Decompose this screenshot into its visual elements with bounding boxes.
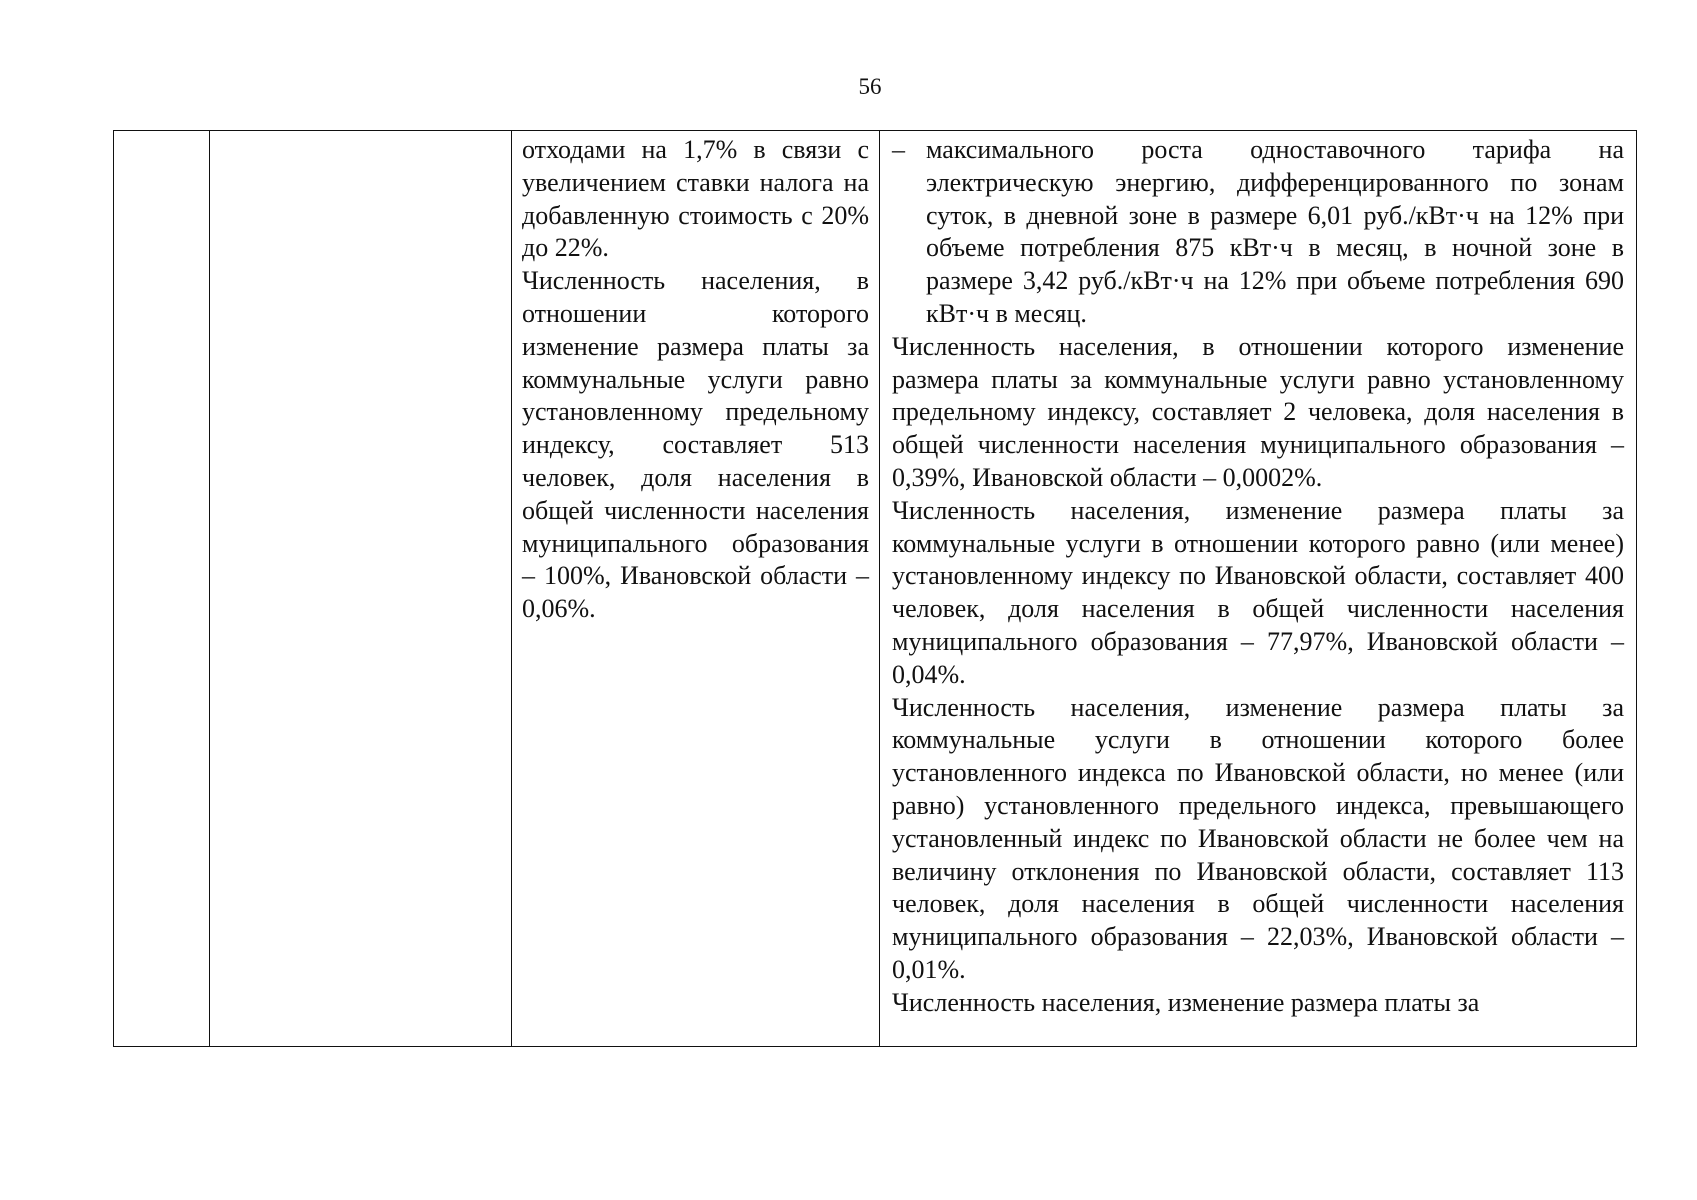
document-table [113, 130, 1637, 1047]
table-cell-empty-2 [210, 131, 512, 1047]
cell-paragraph: Численность населения, в отношении которого изменение размера платы за коммунальные услуги равно установленному предельному индексу, составляет 513 человек, доля населения в общей численности населения муниципального образования – 100%, Ивановской области – 0,06%. [522, 266, 869, 624]
table-cell-empty-1 [114, 131, 210, 1047]
cell-paragraph: Численность населения, изменение размера платы за коммунальные услуги в отношении которого более установленного индекса по Ивановской области, но менее (или равно) установленного предельного индекса, превышающего установленный индекс по Ивановской области не более чем на величину отклонения по Ивановской области, составляет 113 человек, доля населения в общей численности населения муниципального образования – 22,03%, Ивановской области – 0,01%. [892, 692, 1624, 984]
page-number: 56 [858, 74, 882, 99]
cell-paragraph: Численность населения, в отношении которого изменение размера платы за коммунальные услуги равно установленному предельному индексу, составляет 2 человека, доля населения в общей численности населения муниципального образования – 0,39%, Ивановской области – 0,0002%. [892, 331, 1624, 492]
dash-marker: – [892, 135, 905, 164]
cell-paragraph: Численность населения, изменение размера платы за коммунальные услуги в отношении которого равно (или менее) установленному индексу по Ивановской области, составляет 400 человек, доля населения в общей численности населения муниципального образования – 77,97%, Ивановской области – 0,04%. [892, 495, 1624, 689]
cell-paragraph: Численность населения, изменение размера платы за [892, 987, 1480, 1017]
cell-paragraph: отходами на 1,7% в связи с увеличением ставки налога на добавленную стоимость с 20% до 22%. [522, 135, 869, 263]
dash-list-item [892, 134, 1624, 331]
dash-item-text: максимального роста одноставочного тарифа на электрическую энергию, дифференцированного по зонам суток, в дневной зоне в размере 6,01 руб./кВт·ч на 12% при объеме потребления 875 кВт·ч в месяц, в ночной зоне в размере 3,42 руб./кВт·ч на 12% при объеме потребления 690 кВт·ч в месяц. [926, 135, 1624, 328]
table-cell-details [880, 131, 1637, 1047]
table-row [114, 131, 1637, 1047]
table-cell-description [512, 131, 880, 1047]
